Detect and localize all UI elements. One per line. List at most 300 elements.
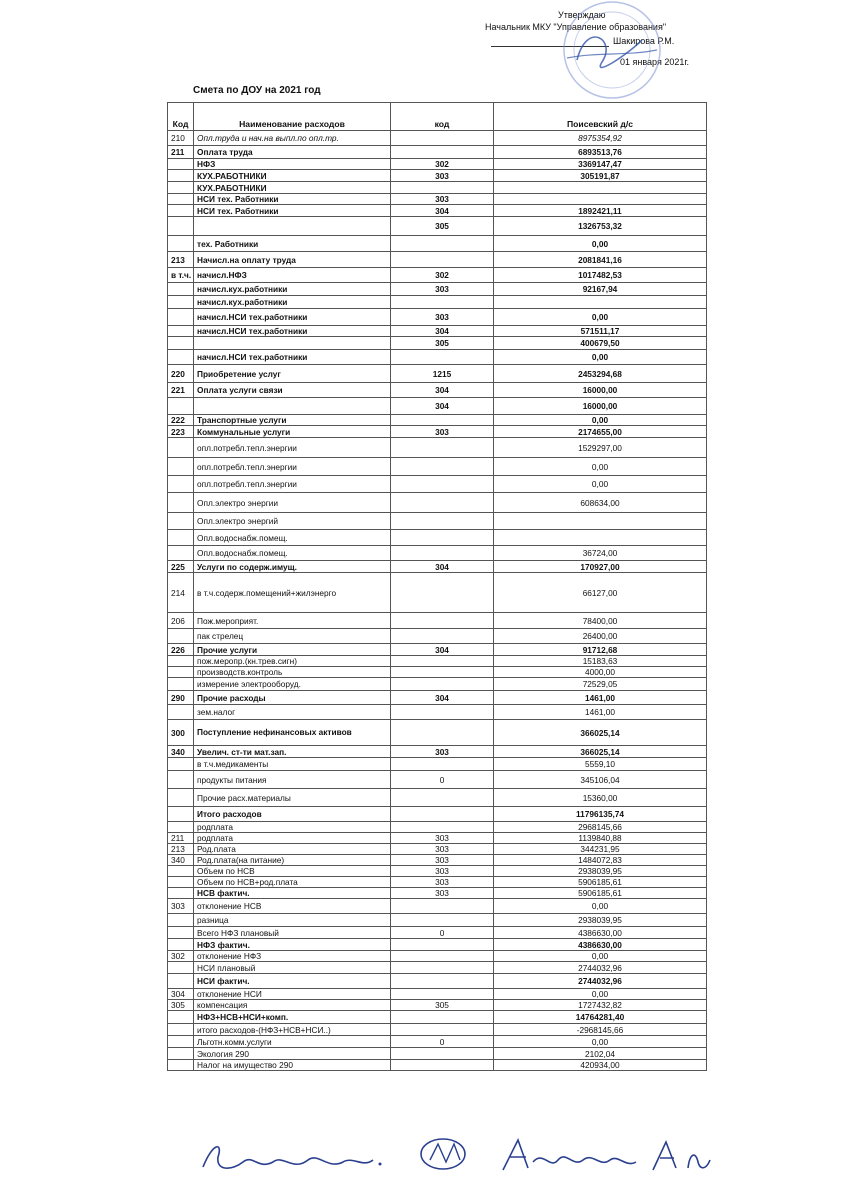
row-name-cell: Приобретение услуг: [194, 365, 391, 383]
row-kod-cell: [391, 1011, 494, 1024]
row-kod-cell: 303: [391, 746, 494, 758]
row-code-cell: [168, 678, 194, 691]
row-kod-cell: 302: [391, 268, 494, 283]
row-code-cell: [168, 350, 194, 365]
row-name-cell: НФЗ+НСВ+НСИ+комп.: [194, 1011, 391, 1024]
table-row: [168, 866, 707, 877]
row-code-cell: [168, 807, 194, 822]
table-row: [168, 705, 707, 720]
row-kod-cell: 305: [391, 217, 494, 236]
row-name-cell: Прочие расходы: [194, 691, 391, 705]
header-name: Наименование расходов: [194, 103, 391, 131]
row-sum-cell: [494, 194, 707, 205]
row-name-cell: Начисл.на оплату труда: [194, 252, 391, 268]
row-name-cell: в т.ч.медикаменты: [194, 758, 391, 771]
row-kod-cell: 304: [391, 561, 494, 573]
row-kod-cell: 304: [391, 398, 494, 415]
table-row: [168, 667, 707, 678]
row-kod-cell: 304: [391, 205, 494, 217]
row-name-cell: Всего НФЗ плановый: [194, 927, 391, 939]
row-name-cell: [194, 337, 391, 350]
row-name-cell: разница: [194, 914, 391, 927]
row-sum-cell: 5559,10: [494, 758, 707, 771]
row-sum-cell: 91712,68: [494, 644, 707, 656]
header-sum: Поисевский д/с: [494, 103, 707, 131]
row-kod-cell: 305: [391, 337, 494, 350]
row-code-cell: [168, 1060, 194, 1071]
row-sum-cell: 305191,87: [494, 170, 707, 182]
row-sum-cell: 1326753,32: [494, 217, 707, 236]
row-code-cell: [168, 1011, 194, 1024]
row-name-cell: начисл.кух.работники: [194, 283, 391, 296]
row-name-cell: Опл.электро энергии: [194, 493, 391, 513]
table-row: [168, 493, 707, 513]
row-name-cell: родплата: [194, 822, 391, 833]
row-name-cell: начисл.НСИ тех.работники: [194, 309, 391, 326]
table-row: [168, 974, 707, 989]
row-code-cell: [168, 326, 194, 337]
row-sum-cell: 5906185,61: [494, 877, 707, 888]
row-kod-cell: [391, 705, 494, 720]
row-code-cell: 210: [168, 131, 194, 146]
row-kod-cell: [391, 350, 494, 365]
table-row: [168, 927, 707, 939]
table-row: [168, 807, 707, 822]
table-row: [168, 573, 707, 613]
row-kod-cell: 303: [391, 866, 494, 877]
row-kod-cell: 0: [391, 1036, 494, 1048]
row-sum-cell: 15360,00: [494, 789, 707, 807]
row-kod-cell: [391, 493, 494, 513]
row-kod-cell: [391, 146, 494, 159]
row-sum-cell: 3369147,47: [494, 159, 707, 170]
row-sum-cell: [494, 296, 707, 309]
row-name-cell: Опл.труда и нач.на выпл.по опл.тр.: [194, 131, 391, 146]
row-code-cell: 302: [168, 951, 194, 962]
row-name-cell: отклонение НФЗ: [194, 951, 391, 962]
row-name-cell: пож.меропр.(кн.трев.сигн): [194, 656, 391, 667]
row-kod-cell: [391, 899, 494, 914]
row-code-cell: [168, 458, 194, 476]
row-name-cell: Услуги по содерж.имущ.: [194, 561, 391, 573]
row-code-cell: [168, 629, 194, 644]
row-name-cell: зем.налог: [194, 705, 391, 720]
row-sum-cell: 4386630,00: [494, 927, 707, 939]
row-kod-cell: 303: [391, 877, 494, 888]
seal-stamp: [557, 0, 667, 110]
table-row: [168, 205, 707, 217]
row-name-cell: Род.плата(на питание): [194, 855, 391, 866]
table-row: [168, 833, 707, 844]
row-sum-cell: 1892421,11: [494, 205, 707, 217]
table-row: [168, 939, 707, 951]
row-name-cell: КУХ.РАБОТНИКИ: [194, 182, 391, 194]
table-row: [168, 758, 707, 771]
row-sum-cell: 2744032,96: [494, 962, 707, 974]
row-code-cell: [168, 866, 194, 877]
row-kod-cell: [391, 656, 494, 667]
row-sum-cell: 66127,00: [494, 573, 707, 613]
table-row: [168, 899, 707, 914]
row-kod-cell: [391, 1060, 494, 1071]
table-body: [168, 131, 707, 1071]
table-row: [168, 1036, 707, 1048]
row-code-cell: [168, 296, 194, 309]
table-row: [168, 1000, 707, 1011]
row-name-cell: опл.потребл.тепл.энергии: [194, 438, 391, 458]
table-row: [168, 415, 707, 426]
row-code-cell: [168, 217, 194, 236]
table-row: [168, 383, 707, 398]
row-code-cell: [168, 283, 194, 296]
row-code-cell: [168, 877, 194, 888]
table-row: [168, 309, 707, 326]
row-kod-cell: [391, 458, 494, 476]
row-kod-cell: [391, 415, 494, 426]
table-row: [168, 678, 707, 691]
row-code-cell: [168, 1024, 194, 1036]
row-sum-cell: 0,00: [494, 899, 707, 914]
table-row: [168, 951, 707, 962]
row-code-cell: [168, 493, 194, 513]
row-kod-cell: 304: [391, 383, 494, 398]
table-row: [168, 844, 707, 855]
row-code-cell: [168, 758, 194, 771]
row-name-cell: опл.потребл.тепл.энергии: [194, 458, 391, 476]
row-kod-cell: 0: [391, 771, 494, 789]
table-row: [168, 398, 707, 415]
row-name-cell: компенсация: [194, 1000, 391, 1011]
row-name-cell: пак стрелец: [194, 629, 391, 644]
table-row: [168, 170, 707, 182]
row-code-cell: 211: [168, 833, 194, 844]
row-code-cell: 226: [168, 644, 194, 656]
row-sum-cell: 6893513,76: [494, 146, 707, 159]
table-row: [168, 656, 707, 667]
table-row: [168, 326, 707, 337]
approval-date: 01 января 2021г.: [620, 57, 690, 67]
row-name-cell: тех. Работники: [194, 236, 391, 252]
approval-signer: Шакирова Р.М.: [613, 36, 675, 46]
row-kod-cell: 303: [391, 426, 494, 438]
row-sum-cell: 5906185,61: [494, 888, 707, 899]
table-row: [168, 1011, 707, 1024]
row-code-cell: [168, 667, 194, 678]
row-name-cell: НФЗ фактич.: [194, 939, 391, 951]
table-row: [168, 365, 707, 383]
row-sum-cell: 0,00: [494, 350, 707, 365]
row-kod-cell: [391, 822, 494, 833]
row-name-cell: Транспортные услуги: [194, 415, 391, 426]
row-name-cell: отклонение НСВ: [194, 899, 391, 914]
row-sum-cell: 571511,17: [494, 326, 707, 337]
row-name-cell: Экология 290: [194, 1048, 391, 1060]
row-kod-cell: [391, 236, 494, 252]
row-name-cell: родплата: [194, 833, 391, 844]
row-kod-cell: 0: [391, 927, 494, 939]
row-sum-cell: 2174655,00: [494, 426, 707, 438]
table-row: [168, 182, 707, 194]
row-code-cell: 220: [168, 365, 194, 383]
table-row: [168, 691, 707, 705]
row-sum-cell: 0,00: [494, 415, 707, 426]
row-name-cell: Налог на имущество 290: [194, 1060, 391, 1071]
table-row: [168, 877, 707, 888]
row-code-cell: [168, 974, 194, 989]
row-sum-cell: 0,00: [494, 989, 707, 1000]
row-kod-cell: 303: [391, 170, 494, 182]
row-sum-cell: 4386630,00: [494, 939, 707, 951]
row-kod-cell: [391, 530, 494, 546]
budget-table: [167, 102, 707, 1071]
row-code-cell: [168, 927, 194, 939]
table-row: [168, 350, 707, 365]
row-sum-cell: [494, 513, 707, 530]
row-name-cell: производств.контроль: [194, 667, 391, 678]
row-name-cell: в т.ч.содерж.помещений+жилэнерго: [194, 573, 391, 613]
table-row: [168, 561, 707, 573]
table-row: [168, 629, 707, 644]
row-kod-cell: [391, 789, 494, 807]
row-kod-cell: [391, 667, 494, 678]
row-name-cell: Пож.мероприят.: [194, 613, 391, 629]
row-sum-cell: 1484072,83: [494, 855, 707, 866]
row-code-cell: 223: [168, 426, 194, 438]
table-row: [168, 159, 707, 170]
row-kod-cell: 303: [391, 888, 494, 899]
row-kod-cell: [391, 962, 494, 974]
row-code-cell: [168, 1036, 194, 1048]
row-sum-cell: 0,00: [494, 951, 707, 962]
row-code-cell: в т.ч.: [168, 268, 194, 283]
row-kod-cell: [391, 678, 494, 691]
table-row: [168, 888, 707, 899]
row-sum-cell: 2938039,95: [494, 866, 707, 877]
table-row: [168, 855, 707, 866]
row-kod-cell: [391, 613, 494, 629]
row-code-cell: [168, 205, 194, 217]
row-code-cell: 225: [168, 561, 194, 573]
row-name-cell: начисл.НСИ тех.работники: [194, 350, 391, 365]
table-row: [168, 1060, 707, 1071]
table-row: [168, 513, 707, 530]
row-kod-cell: 303: [391, 855, 494, 866]
row-name-cell: отклонение НСИ: [194, 989, 391, 1000]
row-code-cell: 213: [168, 844, 194, 855]
row-sum-cell: 400679,50: [494, 337, 707, 350]
row-kod-cell: 303: [391, 194, 494, 205]
table-row: [168, 613, 707, 629]
row-name-cell: опл.потребл.тепл.энергии: [194, 476, 391, 493]
row-code-cell: 206: [168, 613, 194, 629]
row-sum-cell: 0,00: [494, 476, 707, 493]
row-code-cell: [168, 337, 194, 350]
row-name-cell: Прочие услуги: [194, 644, 391, 656]
table-row: [168, 458, 707, 476]
row-kod-cell: [391, 951, 494, 962]
document-title: Смета по ДОУ на 2021 год: [193, 85, 321, 96]
row-code-cell: [168, 194, 194, 205]
row-name-cell: НСИ фактич.: [194, 974, 391, 989]
table-row: [168, 194, 707, 205]
row-name-cell: НФЗ: [194, 159, 391, 170]
table-row: [168, 217, 707, 236]
row-kod-cell: [391, 939, 494, 951]
row-code-cell: 340: [168, 746, 194, 758]
table-row: [168, 720, 707, 746]
row-sum-cell: [494, 182, 707, 194]
row-code-cell: [168, 656, 194, 667]
row-sum-cell: 16000,00: [494, 383, 707, 398]
row-kod-cell: [391, 1048, 494, 1060]
table-row: [168, 131, 707, 146]
row-sum-cell: 0,00: [494, 309, 707, 326]
row-kod-cell: 303: [391, 309, 494, 326]
row-code-cell: [168, 771, 194, 789]
table-row: [168, 962, 707, 974]
table-row: [168, 1048, 707, 1060]
row-kod-cell: [391, 974, 494, 989]
row-code-cell: [168, 170, 194, 182]
row-code-cell: [168, 546, 194, 561]
table-row: [168, 771, 707, 789]
row-code-cell: 305: [168, 1000, 194, 1011]
row-sum-cell: 2102,04: [494, 1048, 707, 1060]
row-kod-cell: 305: [391, 1000, 494, 1011]
row-code-cell: [168, 530, 194, 546]
row-code-cell: [168, 939, 194, 951]
row-sum-cell: 1461,00: [494, 705, 707, 720]
table-row: [168, 1024, 707, 1036]
row-name-cell: Льготн.комм.услуги: [194, 1036, 391, 1048]
row-name-cell: Итого расходов: [194, 807, 391, 822]
row-code-cell: [168, 914, 194, 927]
row-code-cell: [168, 476, 194, 493]
row-name-cell: [194, 217, 391, 236]
approval-title: Утверждаю: [558, 10, 606, 20]
row-kod-cell: [391, 513, 494, 530]
row-code-cell: 303: [168, 899, 194, 914]
row-kod-cell: [391, 1024, 494, 1036]
row-sum-cell: 2968145,66: [494, 822, 707, 833]
row-sum-cell: 366025,14: [494, 720, 707, 746]
row-name-cell: КУХ.РАБОТНИКИ: [194, 170, 391, 182]
table-row: [168, 789, 707, 807]
row-name-cell: Увелич. ст-ти мат.зап.: [194, 746, 391, 758]
table-row: [168, 252, 707, 268]
row-kod-cell: [391, 629, 494, 644]
row-sum-cell: 1017482,53: [494, 268, 707, 283]
row-sum-cell: 366025,14: [494, 746, 707, 758]
row-kod-cell: [391, 573, 494, 613]
row-kod-cell: 303: [391, 833, 494, 844]
row-name-cell: Объем по НСВ+род.плата: [194, 877, 391, 888]
handwritten-signature: [198, 1132, 718, 1182]
row-name-cell: Объем по НСВ: [194, 866, 391, 877]
row-kod-cell: [391, 438, 494, 458]
row-name-cell: Опл.электро энергий: [194, 513, 391, 530]
table-row: [168, 438, 707, 458]
row-name-cell: Род.плата: [194, 844, 391, 855]
row-code-cell: [168, 822, 194, 833]
row-kod-cell: [391, 476, 494, 493]
row-name-cell: Опл.водоснабж.помещ.: [194, 530, 391, 546]
row-code-cell: 290: [168, 691, 194, 705]
row-kod-cell: [391, 182, 494, 194]
row-kod-cell: [391, 807, 494, 822]
row-code-cell: [168, 888, 194, 899]
row-kod-cell: 304: [391, 644, 494, 656]
row-sum-cell: 15183,63: [494, 656, 707, 667]
row-name-cell: продукты питания: [194, 771, 391, 789]
header-code: Код: [168, 103, 194, 131]
table-row: [168, 146, 707, 159]
row-sum-cell: 8975354,92: [494, 131, 707, 146]
table-row: [168, 546, 707, 561]
row-kod-cell: [391, 914, 494, 927]
row-code-cell: 304: [168, 989, 194, 1000]
row-sum-cell: 16000,00: [494, 398, 707, 415]
row-code-cell: [168, 705, 194, 720]
table-row: [168, 476, 707, 493]
header-kod: код: [391, 103, 494, 131]
row-code-cell: 221: [168, 383, 194, 398]
row-sum-cell: 0,00: [494, 458, 707, 476]
row-name-cell: Опл.водоснабж.помещ.: [194, 546, 391, 561]
table-row: [168, 914, 707, 927]
row-name-cell: Прочие расх.материалы: [194, 789, 391, 807]
row-kod-cell: [391, 546, 494, 561]
row-sum-cell: -2968145,66: [494, 1024, 707, 1036]
row-kod-cell: 302: [391, 159, 494, 170]
row-name-cell: НСИ тех. Работники: [194, 205, 391, 217]
table-row: [168, 283, 707, 296]
row-sum-cell: 344231,95: [494, 844, 707, 855]
row-code-cell: [168, 1048, 194, 1060]
row-sum-cell: 608634,00: [494, 493, 707, 513]
row-sum-cell: 345106,04: [494, 771, 707, 789]
row-sum-cell: 1461,00: [494, 691, 707, 705]
row-code-cell: [168, 962, 194, 974]
table-row: [168, 296, 707, 309]
row-kod-cell: [391, 989, 494, 1000]
row-code-cell: [168, 236, 194, 252]
table-row: [168, 337, 707, 350]
row-name-cell: начисл.кух.работники: [194, 296, 391, 309]
row-sum-cell: 0,00: [494, 236, 707, 252]
row-sum-cell: 78400,00: [494, 613, 707, 629]
row-sum-cell: 420934,00: [494, 1060, 707, 1071]
row-kod-cell: [391, 131, 494, 146]
row-sum-cell: 11796135,74: [494, 807, 707, 822]
row-name-cell: итого расходов-(НФЗ+НСВ+НСИ..): [194, 1024, 391, 1036]
row-sum-cell: 2744032,96: [494, 974, 707, 989]
row-kod-cell: 304: [391, 691, 494, 705]
row-kod-cell: 303: [391, 283, 494, 296]
row-code-cell: [168, 309, 194, 326]
row-code-cell: [168, 438, 194, 458]
row-code-cell: 213: [168, 252, 194, 268]
row-name-cell: Коммунальные услуги: [194, 426, 391, 438]
table-row: [168, 530, 707, 546]
table-row: [168, 426, 707, 438]
row-sum-cell: 36724,00: [494, 546, 707, 561]
table-header-row: [168, 103, 707, 131]
table-row: [168, 236, 707, 252]
row-sum-cell: 2081841,16: [494, 252, 707, 268]
row-kod-cell: [391, 252, 494, 268]
row-code-cell: 300: [168, 720, 194, 746]
